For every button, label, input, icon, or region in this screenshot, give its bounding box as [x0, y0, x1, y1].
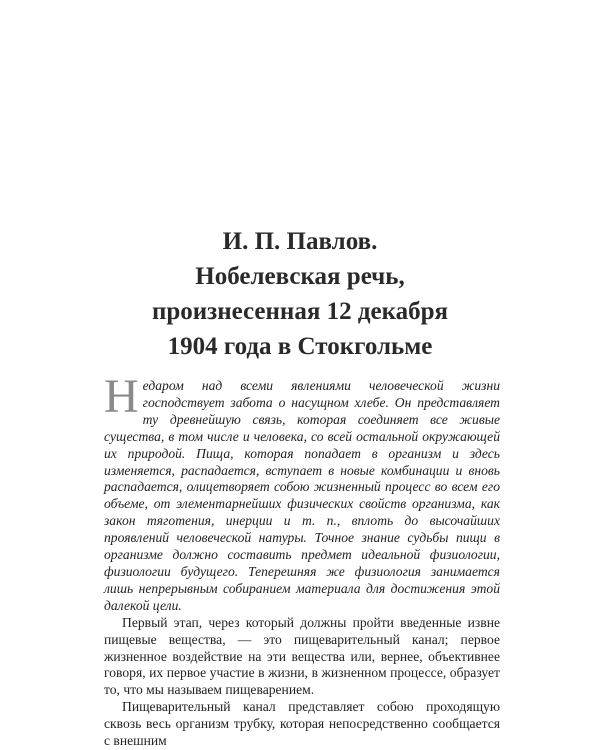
body-paragraph: Пищеварительный канал представляет собою проходящую сквозь весь организм трубку, которая непосредственно сообщается с внешним: [104, 699, 500, 749]
body-text: [104, 370, 500, 750]
body-paragraph: Первый этап, через который должны пройти введенные извне пищевые вещества, — это пищеварительный канал; первое жизненное воздействие на эти вещества или, вернее, объективнее говоря, их первое участие в жизни, в жизненном процессе, образует то, что мы называем пищеварением.: [104, 614, 500, 698]
intro-text: едаром над всеми явлениями человеческой жизни господствует забота о насущном хлебе. Он представляет ту древнейшую связь, которая соединяет все живые существа, в том числе и человека, со всей остальной окружающей их природой. Пища, которая попадает в организм и здесь изменяется, распадается, вступает в новые комбинации и вновь распадается, олицетворяет собою жизненный процесс во всем его объеме, от элементарнейших физических свойств организма, как закон тяготения, инерции и т. п., вплоть до высочайших проявлений человеческой натуры. Точное знание судьбы пищи в организме должно составить предмет идеальной физиологии, физиологии будущего. Теперешняя же физиология занимается лишь непрерывным собиранием материала для достижения этой далекой цели.: [104, 378, 500, 613]
title-line: произнесенная 12 декабря: [151, 298, 449, 325]
chapter-heading: [0, 224, 600, 364]
author-heading: И. П. Павлов.: [222, 228, 378, 255]
intro-paragraph: [104, 370, 500, 615]
title-line: Нобелевская речь,: [195, 263, 405, 290]
title-line: 1904 года в Стокгольме: [167, 333, 433, 360]
drop-cap: Н: [104, 370, 139, 423]
